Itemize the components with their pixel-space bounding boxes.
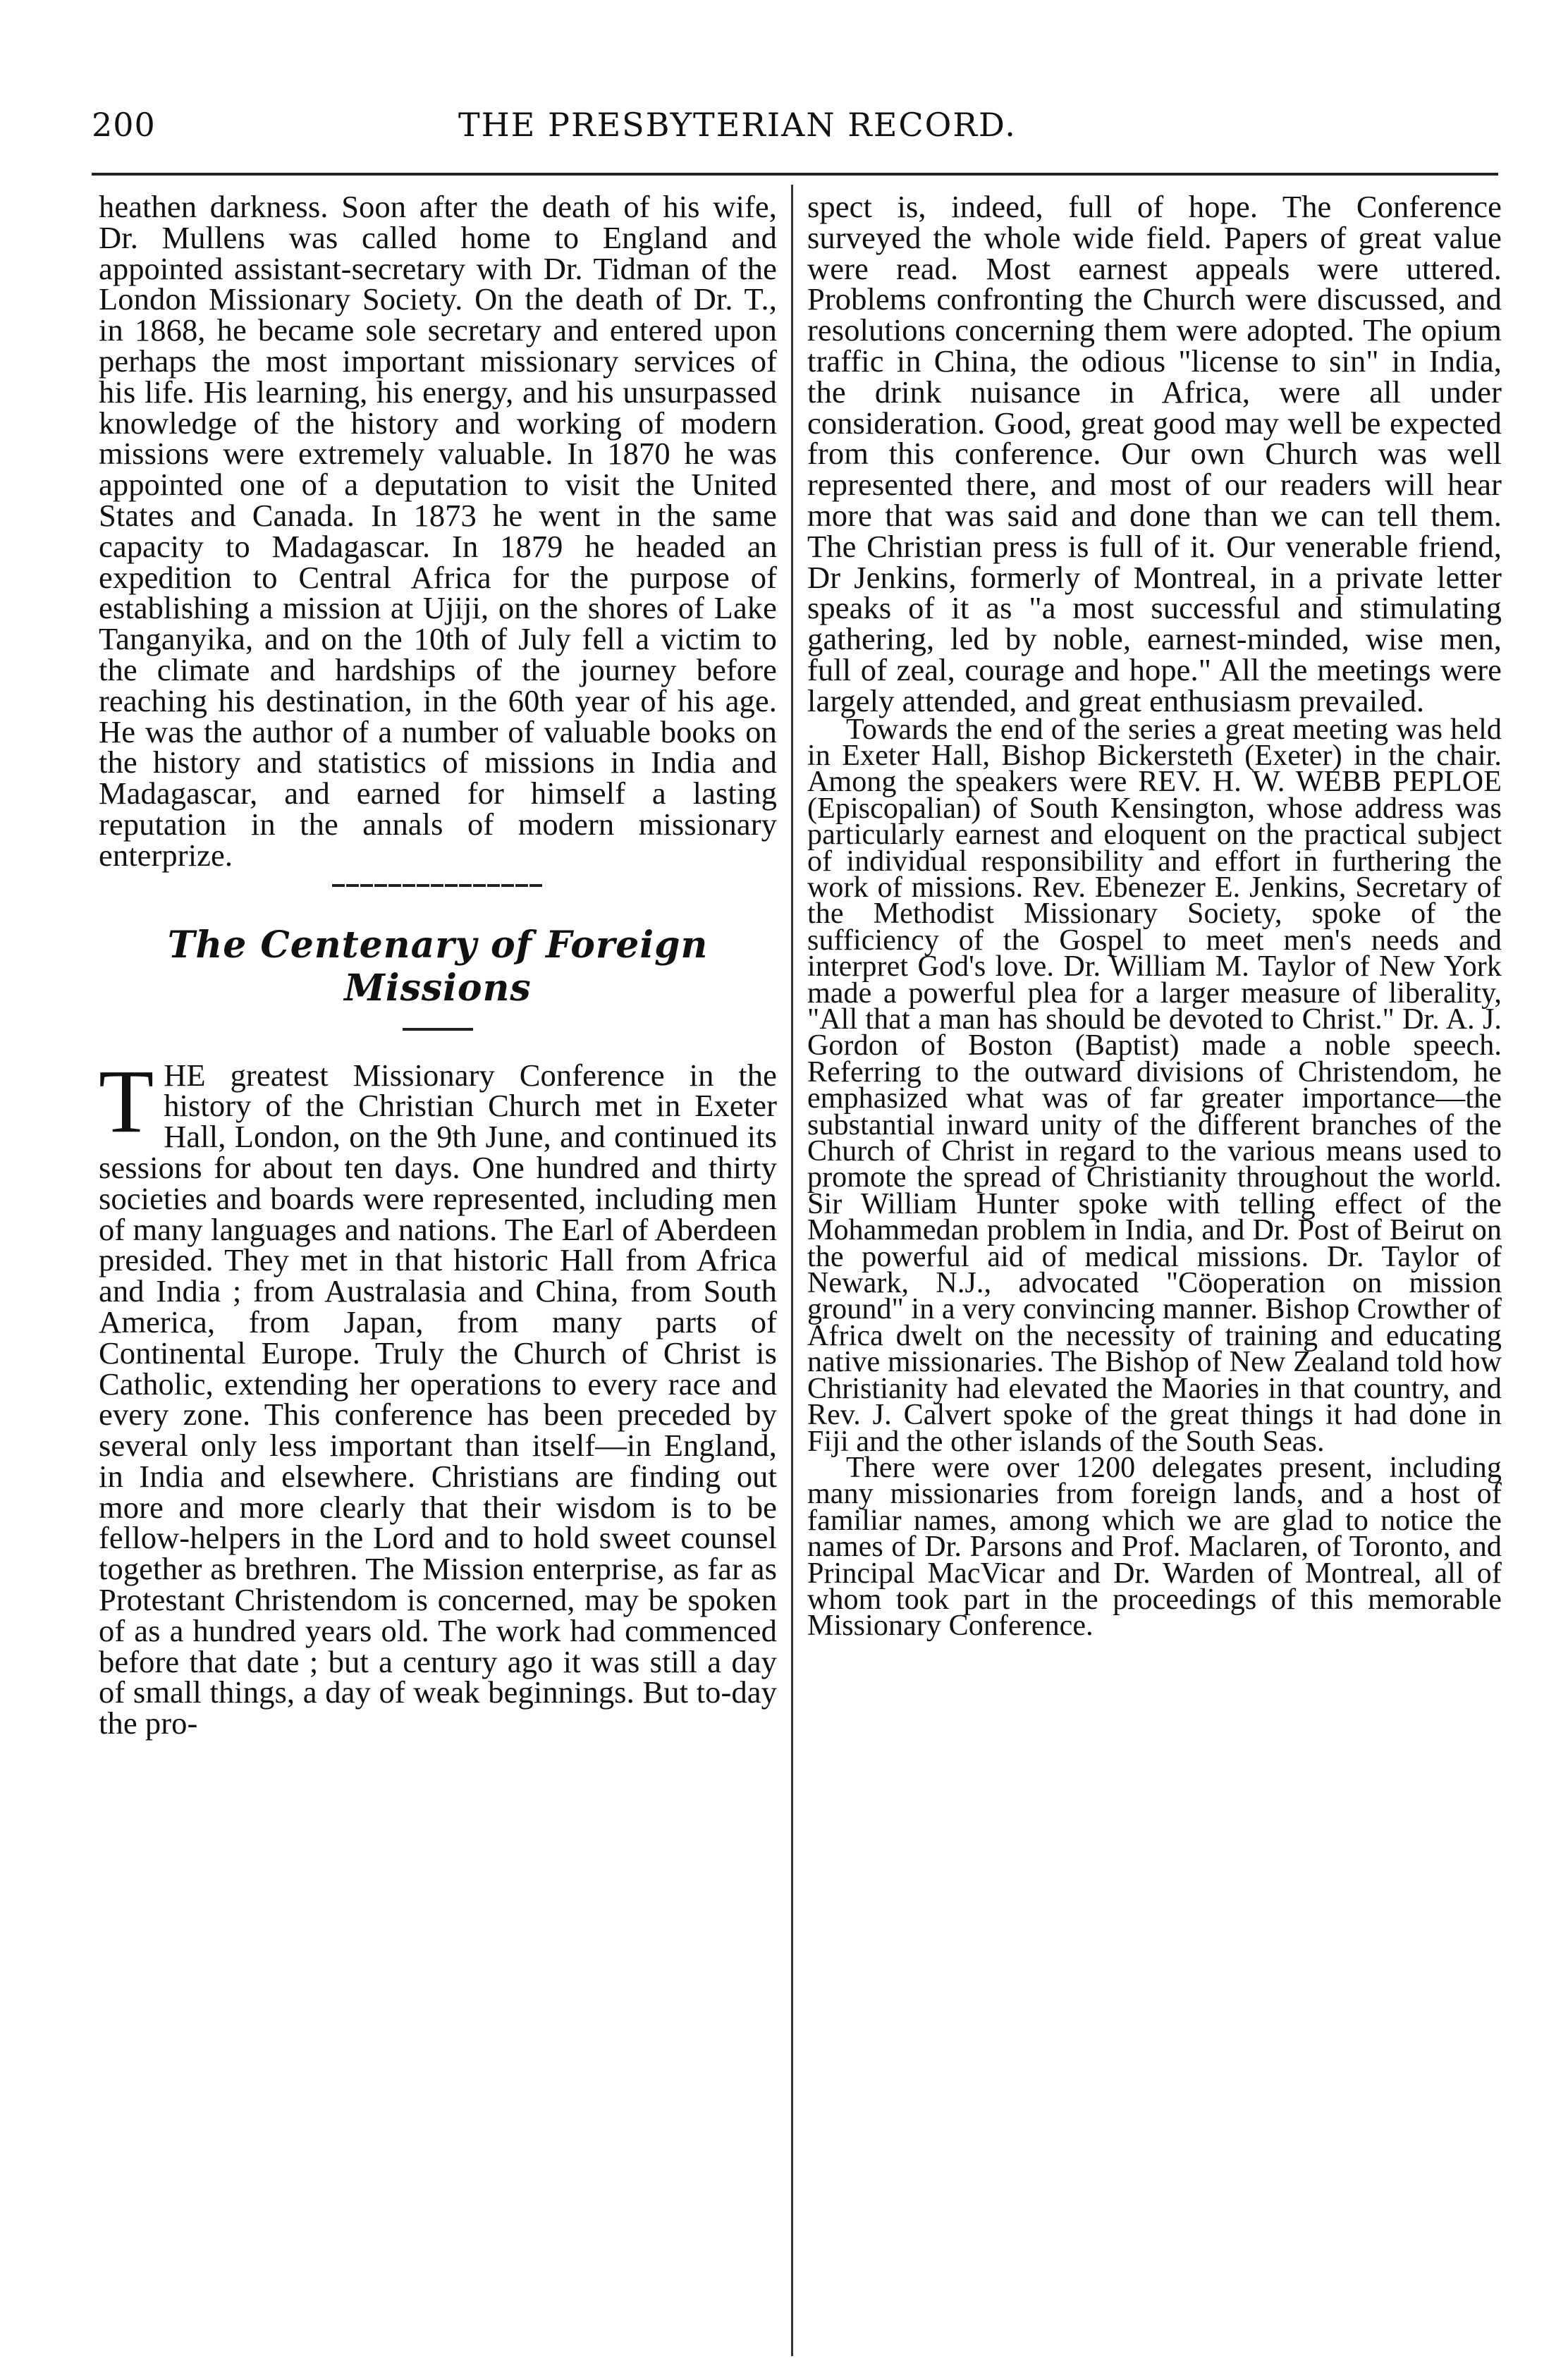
right-column — [807, 189, 1502, 1643]
meeting-paragraph: Towards the end of the series a great meeting was held in Exeter Hall, Bishop Bickersteth (Exeter) in the chair. Among the speakers were REV. H. W. WEBB PEPLOE (Episcopalian) of South Kensington, whose address was particularly earnest and eloquent on the practical subject of individual responsibility and effort in furthering the work of missions. Rev. Ebenezer E. Jenkins, Secretary of the Methodist Missionary Society, spoke of the sufficiency of the Gospel to meet men's needs and interpret God's love. Dr. William M. Taylor of New York made a powerful plea for a larger measure of liberality, "All that a man has should be devoted to Christ." Dr. A. J. Gordon of Boston (Baptist) made a noble speech. Referring to the outward divisions of Christendom, he emphasized what was of far greater importance—the substantial inward unity of the different branches of the Church of Christ in regard to the various means used to promote the spread of Christianity throughout the world. Sir William Hunter spoke with telling effect of the Mohammedan problem in India, and Dr. Post of Beirut on the powerful aid of medical missions. Dr. Taylor of Newark, N.J., advocated "Cöoperation on mission ground" in a very convincing manner. Bishop Crowther of Africa dwelt on the necessity of training and educating native missionaries. The Bishop of New Zealand told how Christianity had elevated the Maories in that country, and Rev. J. Calvert spoke of the great things it had done in Fiji and the other islands of the South Seas. — [807, 713, 1502, 1458]
header-rule — [92, 173, 1498, 176]
obituary-paragraph: heathen darkness. Soon after the death of his wife, Dr. Mullens was called home to England and appointed assistant-secretary with Dr. Tidman of the London Missionary Society. On the death of Dr. T., in 1868, he became sole secretary and entered upon perhaps the most important missionary services of his life. His learning, his energy, and his unsurpassed knowledge of the history and working of modern missions were extremely valuable. In 1870 he was appointed one of a deputation to visit the United States and Canada. In 1873 he went in the same capacity to Madagascar. In 1879 he headed an expedition to Central Africa for the purpose of establishing a mission at Ujiji, on the shores of Lake Tanganyika, and on the 10th of July fell a victim to the climate and hardships of the journey before reaching his destination, in the 60th year of his age. He was the author of a number of valuable books on the history and statistics of missions in India and Madagascar, and earned for himself a lasting reputation in the annals of modern missionary enterprize. — [99, 189, 777, 873]
page-number: 200 — [92, 106, 156, 144]
delegates-paragraph: There were over 1200 delegates present, including many missionaries from foreign lands, and a host of familiar names, among which we are glad to notice the names of Dr. Parsons and Prof. Maclaren, of Toronto, and Principal MacVicar and Dr. Warden of Montreal, all of whom took part in the proceedings of this memorable Missionary Conference. — [807, 1451, 1502, 1643]
section-divider — [332, 884, 544, 887]
article-paragraph-continued: spect is, indeed, full of hope. The Conference surveyed the whole wide field. Papers of great value were read. Most earnest appeals were uttered. Problems confronting the Church were discussed, and resolutions concerning them were adopted. The opium traffic in China, the odious "license to sin" in India, the drink nuisance in Africa, were all under consideration. Good, great good may well be expected from this conference. Our own Church was well represented there, and most of our readers will hear more that was said and done than we can tell them. The Christian press is full of it. Our venerable friend, Dr Jenkins, formerly of Montreal, in a private letter speaks of it as "a most successful and stimulating gathering, led by noble, earnest-minded, wise men, full of zeal, courage and hope." All the meetings were largely attended, and great enthusiasm prevailed. — [807, 189, 1502, 718]
article-paragraph: HE greatest Missionary Conference in the history of the Christian Church met in Exeter Hall, London, on the 9th June, and continued its sessions for about ten days. One hundred and thirty societies and boards were represented, including men of many languages and nations. The Earl of Aberdeen presided. They met in that historic Hall from Africa and India ; from Australasia and China, from South America, from Japan, from many parts of Continental Europe. Truly the Church of Christ is Catholic, extending her operations to every race and every zone. This conference has been preceded by several only less important than itself—in England, in India and elsewhere. Christians are finding out more and more clearly that their wisdom is to be fellow-helpers in the Lord and to hold sweet counsel together as brethren. The Mission enterprise, as far as Protestant Christendom is concerned, may be spoken of as a hundred years old. The work had commenced before that date ; but a century ago it was still a day of small things, a day of weak beginnings. But to-day the pro- — [99, 1057, 777, 1741]
article-title: The Centenary of Foreign Missions — [167, 923, 709, 1010]
running-title: THE PRESBYTERIAN RECORD. — [458, 106, 1017, 144]
article-opening — [99, 1050, 777, 1741]
drop-cap: T — [99, 1050, 154, 1151]
column-divider — [791, 185, 793, 2356]
page-header — [92, 106, 1498, 148]
left-column — [99, 189, 777, 1741]
title-rule — [403, 1028, 473, 1031]
